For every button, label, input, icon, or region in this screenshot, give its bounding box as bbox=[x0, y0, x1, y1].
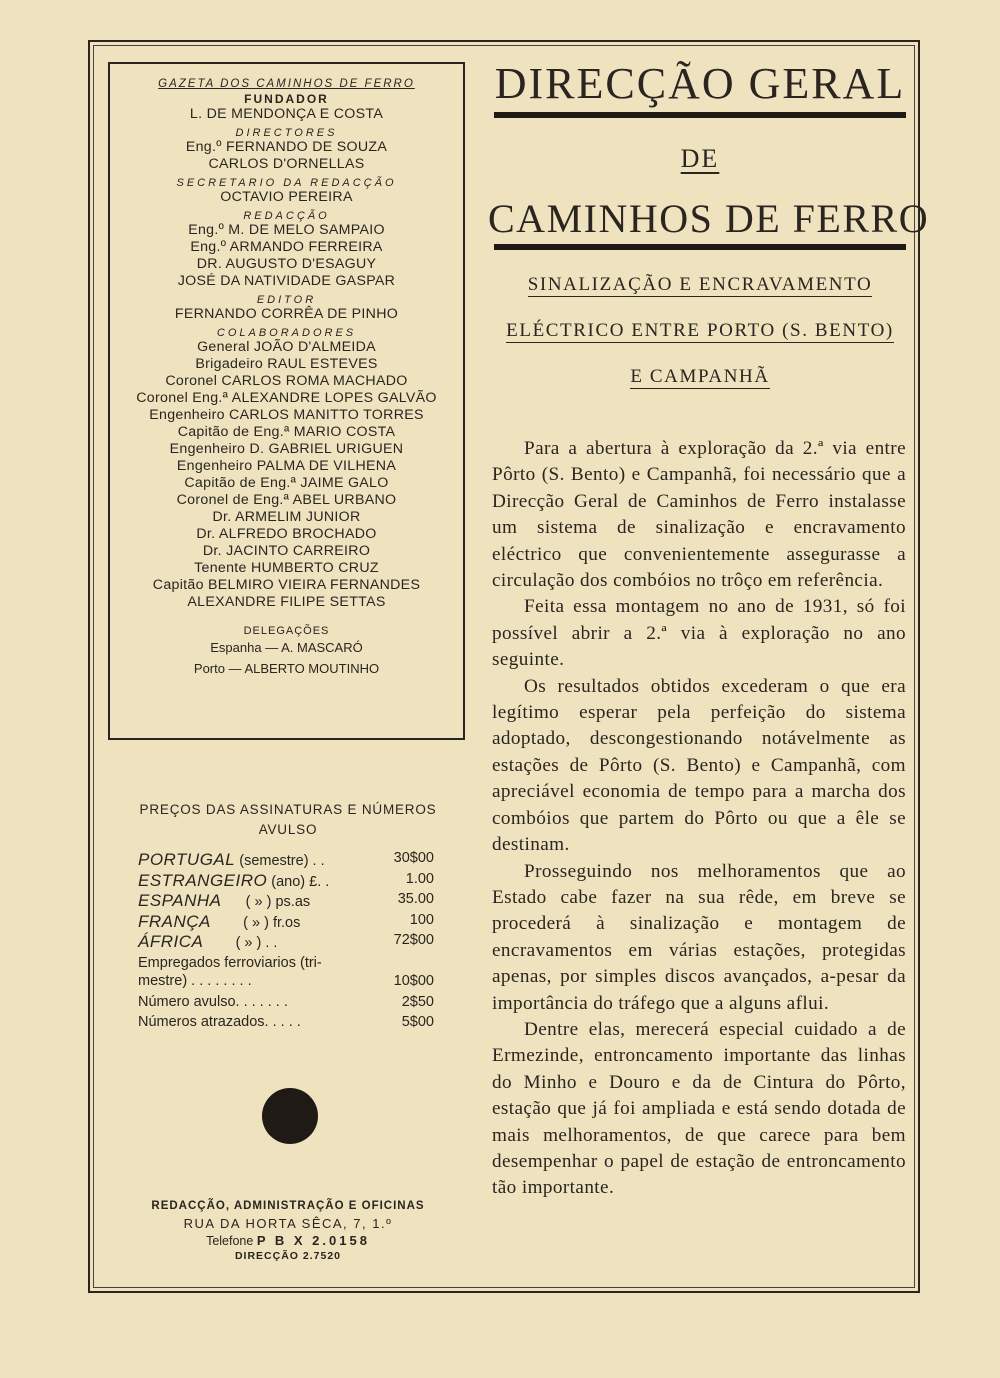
price-value: 72$00 bbox=[393, 932, 434, 948]
article-heading-2: CAMINHOS DE FERRO bbox=[488, 196, 930, 241]
redaccao-name: Eng.º ARMANDO FERREIRA bbox=[190, 239, 383, 255]
colaborador-name: General JOÃO D'ALMEIDA bbox=[197, 339, 376, 355]
article-subtitle-1 bbox=[488, 272, 912, 298]
colaborador-name: Brigadeiro RAUL ESTEVES bbox=[195, 356, 378, 372]
price-value: 35.00 bbox=[397, 891, 434, 907]
article-subtitle-2 bbox=[488, 318, 912, 344]
address-direccao: DIRECÇÃO 2.7520 bbox=[234, 1250, 342, 1262]
fundador-name: L. DE MENDONÇA E COSTA bbox=[189, 106, 384, 122]
masthead-box bbox=[108, 62, 465, 740]
price-value: 1.00 bbox=[405, 870, 434, 887]
delegacao-entry: Espanha — A. MASCARÓ bbox=[210, 640, 363, 655]
article-paragraph: Os resultados obtidos excederam o que era legítimo esperar pela perfeição do sistema adoptado, descongestionando notávelmente as estações de Pôrto (S. Bento) e Campanhã, com apreciável economia de tempo para a marcha dos combóios que partem do Pôrto ou que a êle se destinam. bbox=[492, 675, 906, 856]
price-region: PORTUGAL bbox=[138, 850, 236, 869]
address-block bbox=[118, 1200, 458, 1262]
director-name: CARLOS D'ORNELLAS bbox=[208, 156, 365, 172]
colaborador-name: Coronel CARLOS ROMA MACHADO bbox=[165, 373, 408, 389]
price-row bbox=[118, 912, 458, 933]
price-region: FRANÇA bbox=[138, 911, 211, 931]
price-row bbox=[118, 994, 458, 1015]
colaborador-name: Engenheiro D. GABRIEL URIGUEN bbox=[169, 441, 404, 457]
colaborador-name: Capitão BELMIRO VIEIRA FERNANDES bbox=[152, 577, 421, 593]
heading-rule bbox=[494, 244, 906, 250]
price-region: ESPANHA bbox=[138, 891, 222, 910]
article-header bbox=[488, 58, 930, 390]
price-detail: (semestre) . . bbox=[235, 853, 325, 869]
address-line: REDACÇÃO, ADMINISTRAÇÃO E OFICINAS bbox=[151, 1200, 425, 1212]
colaborador-name: Engenheiro PALMA DE VILHENA bbox=[176, 458, 397, 474]
price-row bbox=[118, 871, 458, 892]
delegacao-entry: Porto — ALBERTO MOUTINHO bbox=[193, 661, 380, 676]
editor-label: EDITOR bbox=[256, 294, 317, 306]
directores-label: DIRECTORES bbox=[235, 127, 338, 139]
colaborador-name: Capitão de Eng.ª MARIO COSTA bbox=[177, 424, 396, 440]
price-row bbox=[118, 932, 458, 953]
colaborador-name: Engenheiro CARLOS MANITTO TORRES bbox=[149, 407, 424, 423]
price-detail: ( » ) . . bbox=[203, 935, 278, 951]
article-paragraph: Prosseguindo nos melhoramentos que ao Estado cabe fazer na sua rêde, em breve se procederá à sinalização e montagem de encravamentos em várias estações, protegidas apenas, por simples discos avançados, a-pesar da importância do tráfego que a alguns aflui. bbox=[492, 860, 906, 1014]
subtitle-text: SINALIZAÇÃO E ENCRAVAMENTO bbox=[527, 274, 873, 295]
secretario-label: SECRETARIO DA REDACÇÃO bbox=[176, 177, 397, 189]
price-row bbox=[118, 850, 458, 871]
colaborador-name: Tenente HUMBERTO CRUZ bbox=[194, 560, 379, 576]
colaborador-name: Coronel Eng.ª ALEXANDRE LOPES GALVÃO bbox=[136, 390, 437, 406]
ornament-dot bbox=[262, 1088, 318, 1144]
fundador-label: FUNDADOR bbox=[244, 92, 329, 106]
empregados-line: Empregados ferroviarios (tri- bbox=[138, 954, 322, 971]
price-value: 30$00 bbox=[393, 850, 434, 866]
redaccao-name: JOSÉ DA NATIVIDADE GASPAR bbox=[177, 273, 396, 289]
colaboradores-label: COLABORADORES bbox=[216, 327, 357, 339]
price-value: 2$50 bbox=[401, 993, 434, 1010]
redaccao-name: DR. AUGUSTO D'ESAGUY bbox=[196, 256, 377, 272]
subtitle-text: E CAMPANHÃ bbox=[630, 366, 770, 387]
director-name: Eng.º FERNANDO DE SOUZA bbox=[185, 139, 388, 155]
address-street: RUA DA HORTA SÊCA, 7, 1.º bbox=[183, 1216, 393, 1231]
article-paragraph: Para a abertura à exploração da 2.ª via entre Pôrto (S. Bento) e Campanhã, foi necessário que a Direcção Geral de Caminhos de Ferro instalasse um sistema de sinalização e encravamento eléctrico que convenientemente assegurasse a circulação dos combóios no trôço em referência. bbox=[492, 438, 906, 592]
subscription-prices bbox=[118, 800, 458, 1035]
secretario-name: OCTAVIO PEREIRA bbox=[220, 189, 353, 205]
avulso-label: Número avulso. . . . . . . bbox=[138, 993, 288, 1010]
heading-rule bbox=[494, 112, 906, 118]
prices-title: PREÇOS DAS ASSINATURAS E NÚMEROS bbox=[139, 802, 437, 817]
article-heading-1: DIRECÇÃO GERAL bbox=[494, 59, 906, 108]
colaborador-name: Dr. JACINTO CARREIRO bbox=[202, 543, 371, 559]
price-detail: (ano) £. . bbox=[267, 873, 330, 890]
article-paragraph: Feita essa montagem no ano de 1931, só foi possível abrir a 2.ª via à exploração no ano seguinte. bbox=[492, 596, 906, 671]
redaccao-name: Eng.º M. DE MELO SAMPAIO bbox=[188, 222, 385, 238]
price-region: ESTRANGEIRO bbox=[138, 870, 268, 890]
colaborador-name: Capitão de Eng.ª JAIME GALO bbox=[184, 475, 389, 491]
telephone-label: Telefone bbox=[206, 1234, 254, 1248]
empregados-line-2: mestre) . . . . . . . . bbox=[138, 973, 252, 989]
article-body bbox=[492, 436, 906, 1202]
telephone-number: P B X 2.0158 bbox=[256, 1233, 370, 1248]
heading-de-text: DE bbox=[680, 144, 720, 173]
article-paragraph: Dentre elas, merecerá especial cuidado a de Ermezinde, entroncamento importante das linhas do Minho e Douro e da de Cintura do Pôrto, estação que já foi ampliada e está sendo dotada de mais melhoramentos, de que carece para bem desempenhar o papel de estação de entroncamento tão importante. bbox=[492, 1018, 906, 1199]
price-row bbox=[118, 891, 458, 912]
colaborador-name: Dr. ARMELIM JUNIOR bbox=[212, 509, 361, 525]
masthead-title: GAZETA DOS CAMINHOS DE FERRO bbox=[158, 78, 415, 90]
address-telephone bbox=[118, 1233, 458, 1248]
delegacoes-label: DELEGAÇÕES bbox=[243, 625, 330, 637]
subtitle-text: ELÉCTRICO ENTRE PORTO (S. BENTO) bbox=[506, 320, 894, 341]
prices-title-2: AVULSO bbox=[258, 822, 318, 837]
price-value: 10$00 bbox=[393, 973, 434, 989]
price-row bbox=[118, 1014, 458, 1035]
price-value: 5$00 bbox=[401, 1014, 434, 1030]
colaborador-name: Coronel de Eng.ª ABEL URBANO bbox=[176, 492, 397, 508]
article-heading-de bbox=[488, 144, 912, 174]
atrasados-label: Números atrazados. . . . . bbox=[138, 1014, 301, 1030]
colaborador-name: ALEXANDRE FILIPE SETTAS bbox=[187, 594, 386, 610]
colaborador-name: Dr. ALFREDO BROCHADO bbox=[196, 526, 377, 542]
editor-name: FERNANDO CORRÊA DE PINHO bbox=[174, 306, 399, 322]
redaccao-label: REDACÇÃO bbox=[243, 210, 330, 222]
price-region: ÁFRICA bbox=[138, 932, 204, 951]
price-detail: ( » ) fr.os bbox=[210, 914, 301, 931]
article-subtitle-3 bbox=[488, 364, 912, 390]
price-value: 100 bbox=[409, 911, 434, 928]
price-row bbox=[118, 973, 458, 994]
price-detail: ( » ) ps.as bbox=[221, 894, 311, 910]
